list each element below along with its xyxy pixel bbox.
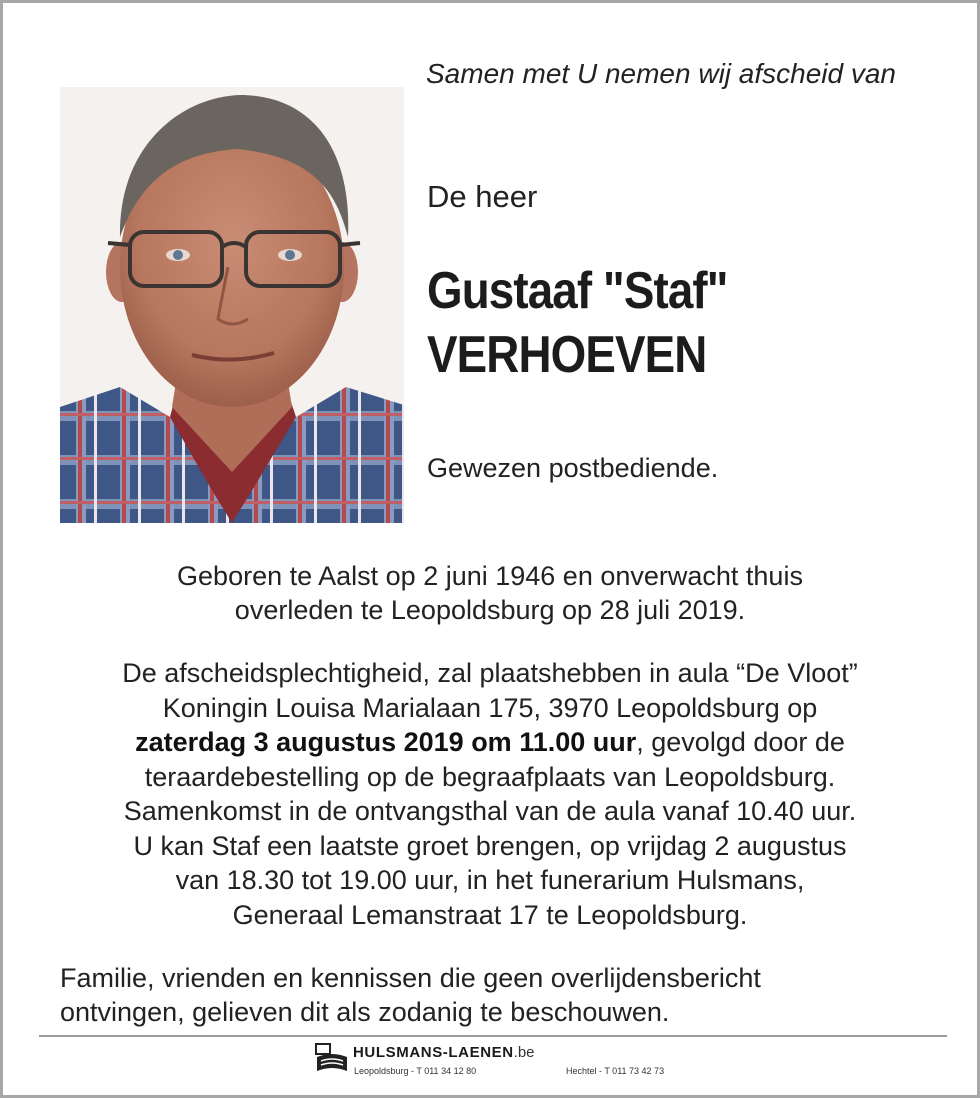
deceased-last-name: VERHOEVEN <box>427 326 707 384</box>
ceremony-line: De afscheidsplechtigheid, zal plaatshebben in aula “De Vloot” <box>122 658 858 688</box>
location-leopoldsburg: Leopoldsburg - T 011 34 12 80 <box>354 1066 477 1076</box>
intro-text: Samen met U nemen wij afscheid van <box>426 58 896 89</box>
funeral-home-brand <box>353 1044 535 1061</box>
deceased-name <box>427 259 885 387</box>
family-notice <box>60 961 940 1029</box>
brand-name: HULSMANS-LAENEN <box>353 1044 514 1061</box>
ceremony-line: van 18.30 tot 19.00 uur, in het funerarium Hulsmans, <box>175 865 805 895</box>
location-hechtel: Hechtel - T 011 73 42 73 <box>566 1066 665 1076</box>
salutation: De heer <box>427 179 538 214</box>
brand-domain: .be <box>513 1044 535 1061</box>
ceremony-info <box>43 656 937 932</box>
ceremony-line: U kan Staf een laatste groet brengen, op vrijdag 2 augustus <box>133 830 847 861</box>
birth-death-info <box>43 559 937 627</box>
death-line: overleden te Leopoldsburg op 28 juli 2019. <box>234 595 746 625</box>
family-line: Familie, vrienden en kennissen die geen overlijdensbericht <box>60 963 761 993</box>
funeral-home-logo-icon <box>315 1043 349 1075</box>
footer-divider <box>39 1035 947 1037</box>
ceremony-date-line <box>43 725 937 760</box>
ceremony-line: Samenkomst in de ontvangsthal van de aula vanaf 10.40 uur. <box>123 796 857 826</box>
family-line: ontvingen, gelieven dit als zodanig te beschouwen. <box>60 997 670 1027</box>
deceased-first-name: Gustaaf "Staf" <box>427 262 728 320</box>
ceremony-datetime: zaterdag 3 augustus 2019 om 11.00 uur <box>135 727 637 757</box>
portrait-photo <box>60 87 404 523</box>
birth-line: Geboren te Aalst op 2 juni 1946 en onverwacht thuis <box>177 561 803 591</box>
ceremony-line: teraardebestelling op de begraafplaats van Leopoldsburg. <box>144 761 836 792</box>
ceremony-line-rest: , gevolgd door de <box>636 727 845 757</box>
occupation: Gewezen postbediende. <box>427 453 719 483</box>
ceremony-line: Koningin Louisa Marialaan 175, 3970 Leopoldsburg op <box>162 692 818 723</box>
ceremony-line: Generaal Lemanstraat 17 te Leopoldsburg. <box>232 899 748 930</box>
